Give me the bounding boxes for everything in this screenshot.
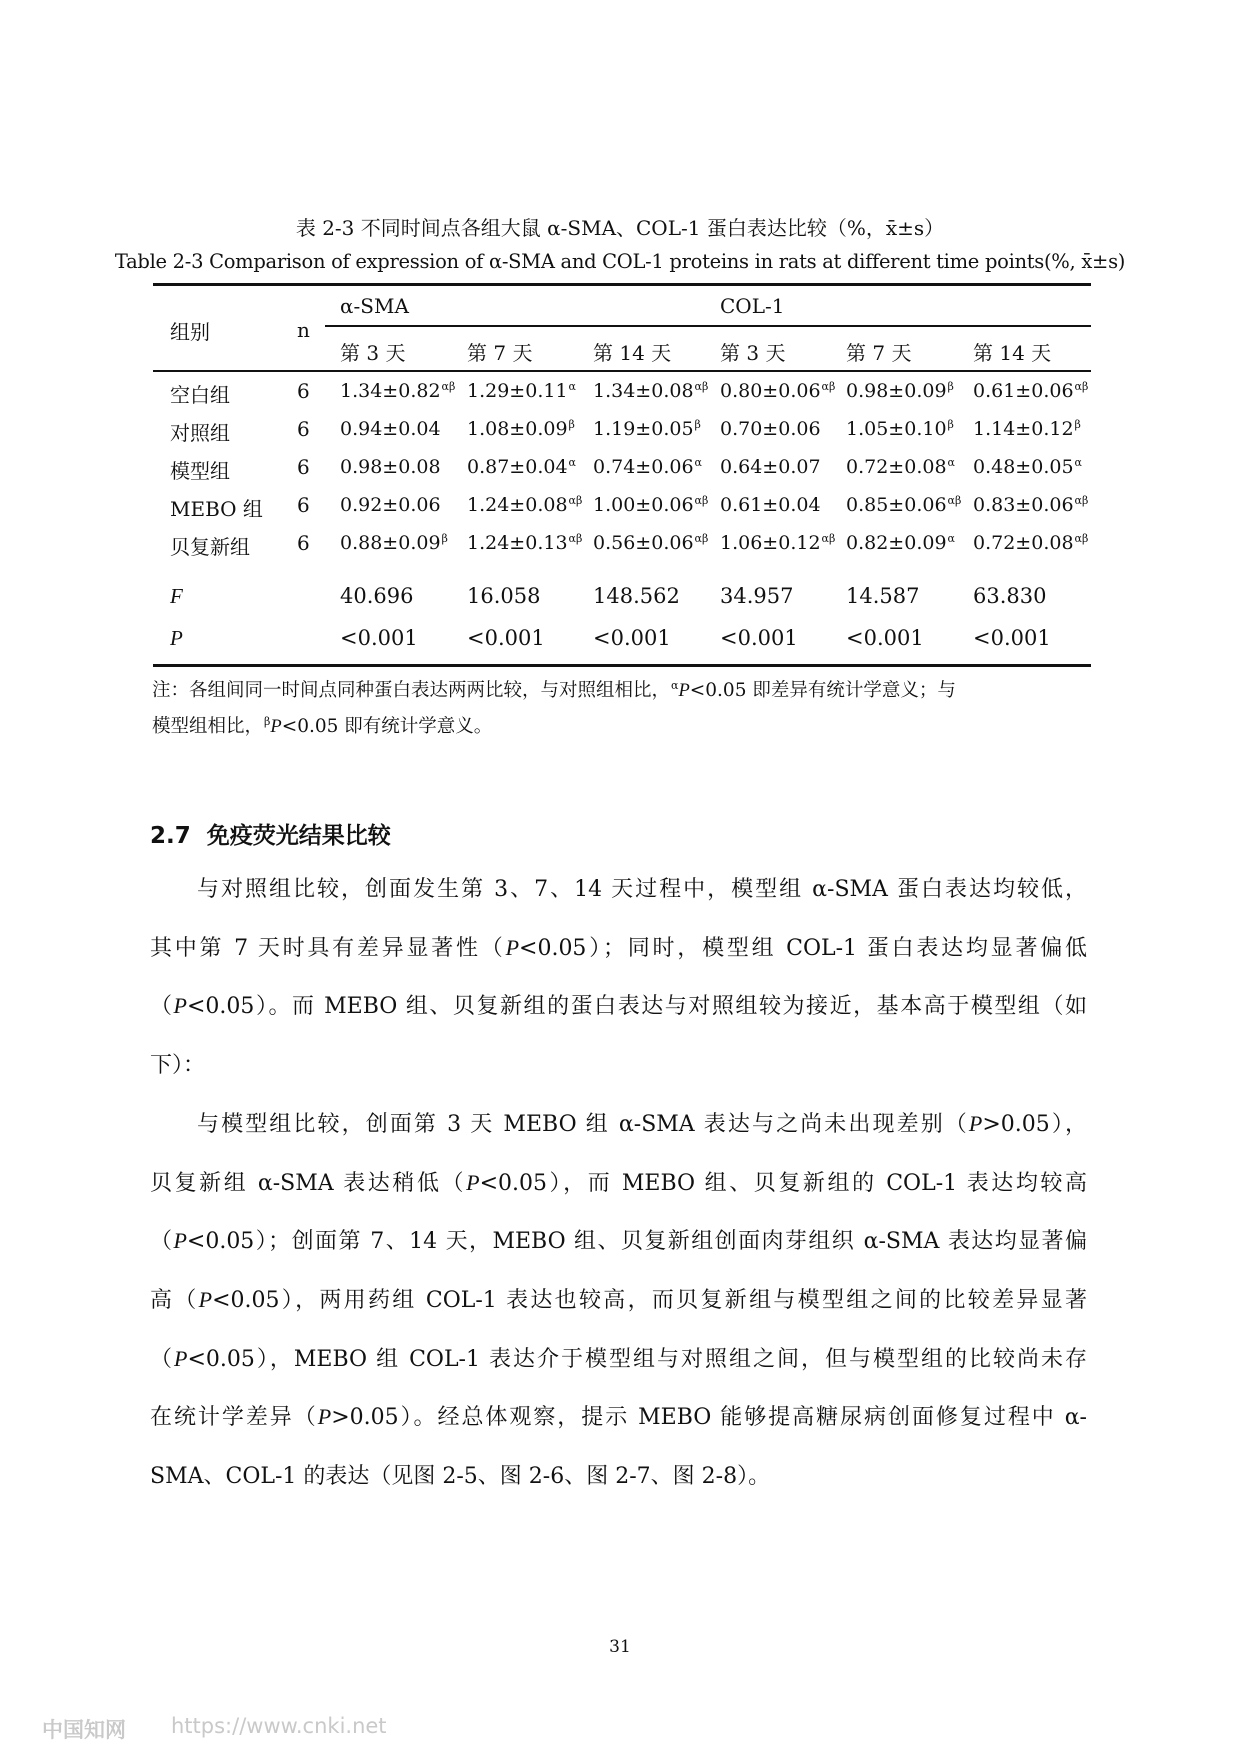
table-cell: $1.14\pm 0.12^\beta$	[973, 418, 1081, 440]
paragraph-1-line: （P<0.05）。而 MEBO 组、贝复新组的蛋白表达与对照组较为接近，基本高于模型组（如	[150, 993, 1087, 1019]
f-value: 14.587	[846, 584, 920, 608]
p-value: <0.001	[593, 626, 671, 650]
paragraph-2-line: （P<0.05）；创面第 7、14 天，MEBO 组、贝复新组创面肉芽组织 α-SMA 表达均显著偏	[150, 1228, 1087, 1254]
p-value: <0.001	[720, 626, 798, 650]
significance-mark: β	[1074, 418, 1081, 431]
f-value: 148.562	[593, 584, 680, 608]
table-note-line-1: 注：各组间同一时间点同种蛋白表达两两比较，与对照组相比，$^\alpha$P<0.05 即差异有统计学意义；与	[152, 679, 956, 701]
table-cell: 0.92±0.06	[340, 494, 441, 516]
table-note-line-2: 模型组相比，$^\beta$P<0.05 即有统计学意义。	[152, 715, 493, 737]
significance-mark: β	[568, 418, 575, 431]
paragraph-2-line: 贝复新组 α-SMA 表达稍低（P<0.05），而 MEBO 组、贝复新组的 COL-1 表达均较高	[150, 1170, 1088, 1196]
table-cell: $0.88\pm 0.09^\beta$	[340, 532, 448, 554]
row-n: 6	[297, 455, 310, 479]
header-col-day7: 第 7 天	[846, 341, 912, 365]
row-group-label: MEBO 组	[170, 497, 263, 521]
paragraph-1-line: 其中第 7 天时具有差异显著性（P<0.05）；同时，模型组 COL-1 蛋白表达均显著偏低	[150, 935, 1087, 961]
table-cell: $0.87\pm 0.04^\alpha$	[467, 456, 576, 478]
significance-mark: α	[947, 456, 955, 469]
table-cell: $1.34\pm 0.08^{\alpha\beta}$	[593, 380, 709, 402]
table-header-rule	[153, 370, 1091, 372]
table-subheader-rule	[325, 325, 1091, 327]
table-cell: $0.74\pm 0.06^\alpha$	[593, 456, 702, 478]
table-cell: $0.72\pm 0.08^\alpha$	[846, 456, 955, 478]
significance-mark: αβ	[1074, 380, 1089, 393]
table-cell: 0.64±0.07	[720, 456, 821, 478]
p-value: <0.001	[340, 626, 418, 650]
table-cell: $0.61\pm 0.06^{\alpha\beta}$	[973, 380, 1089, 402]
significance-mark: β	[694, 418, 701, 431]
table-cell: $0.82\pm 0.09^\alpha$	[846, 532, 955, 554]
table-cell: $1.24\pm 0.13^{\alpha\beta}$	[467, 532, 583, 554]
table-cell: $1.34\pm 0.82^{\alpha\beta}$	[340, 380, 456, 402]
table-cell: $0.83\pm 0.06^{\alpha\beta}$	[973, 494, 1089, 516]
table-cell: $0.98\pm 0.09^\beta$	[846, 380, 954, 402]
significance-mark: β	[947, 380, 954, 393]
table-cell: 0.61±0.04	[720, 494, 821, 516]
significance-mark: αβ	[821, 532, 836, 545]
significance-mark: αβ	[694, 380, 709, 393]
paragraph-2-line: 在统计学差异（P>0.05）。经总体观察，提示 MEBO 能够提高糖尿病创面修复过程中 α-	[150, 1404, 1087, 1430]
paragraph-1-line: 与对照组比较，创面发生第 3、7、14 天过程中，模型组 α-SMA 蛋白表达均较低，	[197, 877, 1087, 902]
table-cell: $0.48\pm 0.05^\alpha$	[973, 456, 1082, 478]
table-cell: $1.00\pm 0.06^{\alpha\beta}$	[593, 494, 709, 516]
header-col-day3: 第 3 天	[720, 341, 786, 365]
significance-mark: α	[947, 532, 955, 545]
table-cell: $0.85\pm 0.06^{\alpha\beta}$	[846, 494, 962, 516]
table-cell: 0.98±0.08	[340, 456, 441, 478]
row-group-label: 模型组	[170, 459, 230, 483]
significance-mark: β	[441, 532, 448, 545]
significance-mark: αβ	[568, 494, 583, 507]
significance-mark: αβ	[821, 380, 836, 393]
f-value: 34.957	[720, 584, 794, 608]
significance-mark: αβ	[694, 494, 709, 507]
f-value: 40.696	[340, 584, 414, 608]
header-n: n	[297, 318, 310, 342]
header-sma-day14: 第 14 天	[593, 341, 672, 365]
table-cell: 0.70±0.06	[720, 418, 821, 440]
paragraph-2-line: SMA、COL-1 的表达（见图 2-5、图 2-6、图 2-7、图 2-8）。	[150, 1464, 771, 1489]
row-n: 6	[297, 379, 310, 403]
significance-mark: α	[568, 456, 576, 469]
paragraph-2-line: 与模型组比较，创面第 3 天 MEBO 组 α-SMA 表达与之尚未出现差别（P>0.05），	[197, 1111, 1087, 1137]
header-sma-day7: 第 7 天	[467, 341, 533, 365]
f-row-label: F	[170, 584, 183, 608]
table-cell: 0.94±0.04	[340, 418, 441, 440]
table-bottom-rule	[153, 664, 1091, 667]
table-top-rule	[153, 283, 1091, 286]
significance-mark: αβ	[441, 380, 456, 393]
p-row-label: P	[170, 626, 183, 650]
f-value: 16.058	[467, 584, 541, 608]
section-heading	[150, 817, 391, 850]
significance-mark: α	[568, 380, 576, 393]
significance-mark: αβ	[1074, 494, 1089, 507]
p-value: <0.001	[467, 626, 545, 650]
table-cell: $1.08\pm 0.09^\beta$	[467, 418, 575, 440]
p-value: <0.001	[973, 626, 1051, 650]
significance-mark: αβ	[947, 494, 962, 507]
significance-mark: αβ	[694, 532, 709, 545]
paragraph-2-line: （P<0.05），MEBO 组 COL-1 表达介于模型组与对照组之间，但与模型组的比较尚未存	[150, 1346, 1087, 1372]
p-value: <0.001	[846, 626, 924, 650]
significance-mark: α	[1074, 456, 1082, 469]
row-group-label: 空白组	[170, 383, 230, 407]
header-group: 组别	[170, 320, 210, 344]
header-col-day14: 第 14 天	[973, 341, 1052, 365]
table-cell: $1.29\pm 0.11^\alpha$	[467, 380, 576, 402]
table-cell: $1.19\pm 0.05^\beta$	[593, 418, 701, 440]
cnki-url[interactable]: https://www.cnki.net	[171, 1714, 387, 1738]
f-value: 63.830	[973, 584, 1047, 608]
table-cell: $0.72\pm 0.08^{\alpha\beta}$	[973, 532, 1089, 554]
header-sma-day3: 第 3 天	[340, 341, 406, 365]
cnki-logo-text: 中国知网	[42, 1718, 126, 1742]
significance-mark: β	[947, 418, 954, 431]
paragraph-1-line: 下）：	[150, 1053, 206, 1078]
row-n: 6	[297, 493, 310, 517]
table-cell: $1.06\pm 0.12^{\alpha\beta}$	[720, 532, 836, 554]
significance-mark: αβ	[1074, 532, 1089, 545]
paragraph-2-line: 高（P<0.05），两用药组 COL-1 表达也较高，而贝复新组与模型组之间的比较差异显著	[150, 1287, 1087, 1313]
row-n: 6	[297, 531, 310, 555]
significance-mark: αβ	[568, 532, 583, 545]
table-cell: $0.56\pm 0.06^{\alpha\beta}$	[593, 532, 709, 554]
page-number: 31	[609, 1637, 631, 1657]
table-cell: $1.05\pm 0.10^\beta$	[846, 418, 954, 440]
significance-mark: α	[694, 456, 702, 469]
header-alpha-sma: α-SMA	[340, 294, 409, 318]
table-cell: $0.80\pm 0.06^{\alpha\beta}$	[720, 380, 836, 402]
row-group-label: 贝复新组	[170, 535, 250, 559]
row-n: 6	[297, 417, 310, 441]
header-col1: COL-1	[720, 294, 785, 318]
section-title: 免疫荧光结果比较	[206, 823, 391, 849]
row-group-label: 对照组	[170, 421, 230, 445]
table-caption-cn: 表 2-3 不同时间点各组大鼠 α-SMA、COL-1 蛋白表达比较（%，x̄±s）	[295, 216, 945, 240]
table-caption-en: Table 2-3 Comparison of expression of α-SMA and COL-1 proteins in rats at different time points(%, x̄±s)	[114, 250, 1126, 273]
table-cell: $1.24\pm 0.08^{\alpha\beta}$	[467, 494, 583, 516]
section-number: 2.7	[150, 823, 191, 849]
